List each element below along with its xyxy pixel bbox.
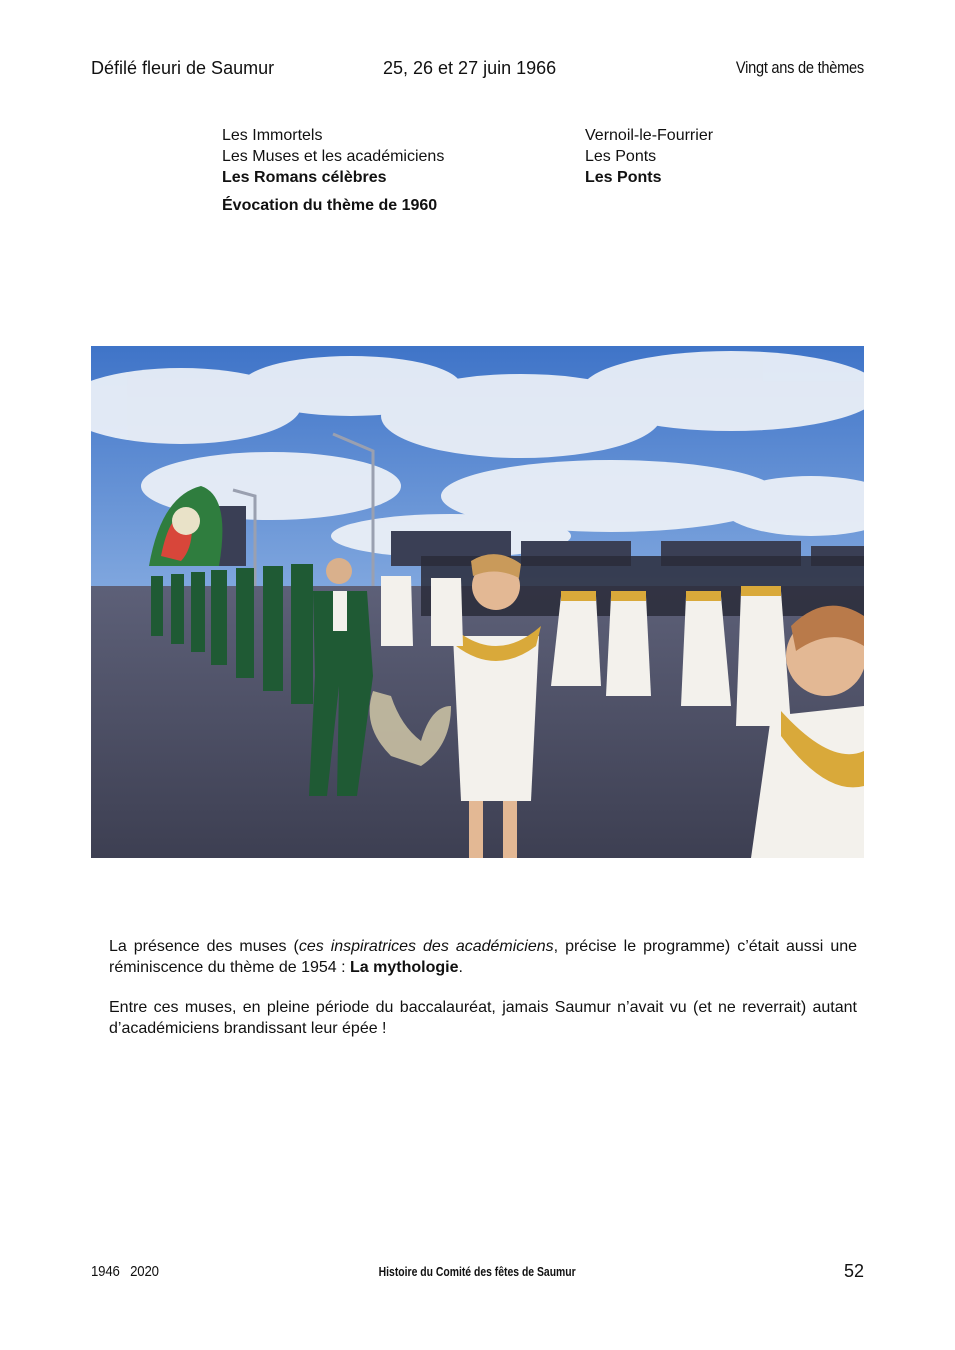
paragraph-text: . bbox=[458, 959, 463, 976]
footer-title bbox=[0, 1264, 955, 1279]
themes-left-column bbox=[222, 125, 444, 188]
paragraph-muses bbox=[109, 936, 857, 978]
paragraph-bold-text: La mythologie bbox=[350, 959, 459, 976]
parade-photo bbox=[91, 346, 864, 858]
paragraph-text: , précise le programme) c’était aussi une réminiscence du thème de 1954 : bbox=[109, 938, 858, 976]
evocation-heading: Évocation du thème de 1960 bbox=[222, 197, 438, 214]
theme-place: Vernoil-le-Fourrier bbox=[585, 127, 714, 144]
paragraph-text: La présence des muses ( bbox=[109, 938, 299, 955]
theme-item: Les Romans célèbres bbox=[222, 169, 387, 186]
header-left-title: Défilé fleuri de Saumur bbox=[91, 58, 275, 78]
header-right-title: Vingt ans de thèmes bbox=[735, 58, 864, 77]
themes-right-column bbox=[585, 125, 713, 188]
paragraph-baccalaureat: Entre ces muses, en pleine période du baccalauréat, jamais Saumur n’avait vu (et ne reverrait) autant d’académiciens brandissant leur épée ! bbox=[109, 999, 857, 1037]
parade-photo-illustration bbox=[91, 346, 864, 858]
theme-place: Les Ponts bbox=[585, 169, 662, 186]
theme-item: Les Immortels bbox=[222, 127, 323, 144]
footer-years-text: 1946 2020 bbox=[91, 1263, 159, 1280]
paragraph-italic-text: ces inspiratrices des académiciens bbox=[298, 938, 554, 955]
theme-item: Les Muses et les académiciens bbox=[222, 148, 445, 165]
theme-place: Les Ponts bbox=[585, 148, 657, 165]
header-date: 25, 26 et 27 juin 1966 bbox=[383, 58, 557, 78]
page-number: 52 bbox=[843, 1261, 864, 1281]
footer-title-text: Histoire du Comité des fêtes de Saumur bbox=[378, 1264, 577, 1279]
